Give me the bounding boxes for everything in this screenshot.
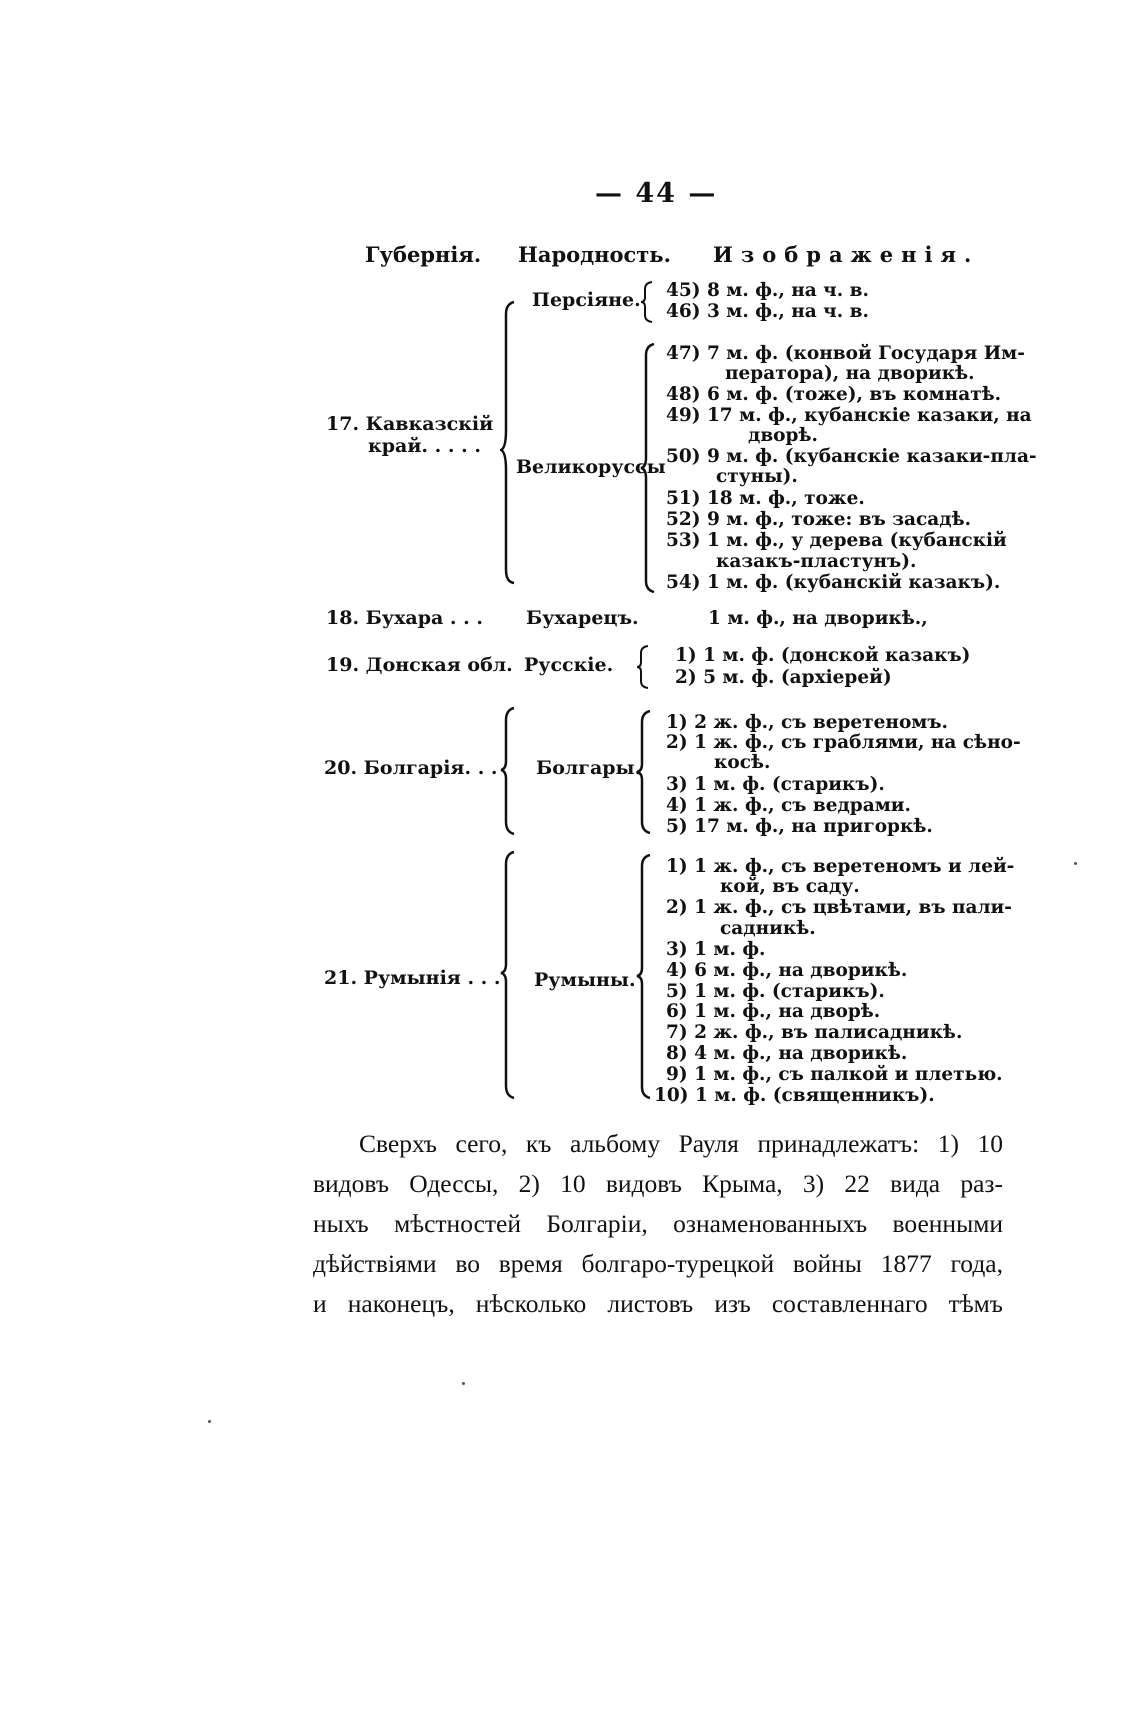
image-entry: 3) 1 м. ф. (старикъ). — [666, 774, 885, 795]
image-entry: 1 м. ф., на дворикѣ., — [708, 608, 928, 629]
group-brace — [636, 854, 652, 1100]
scan-speck — [462, 1382, 465, 1385]
image-entry: 10) 1 м. ф. (священникъ). — [654, 1085, 935, 1106]
image-entry: стуны). — [716, 466, 798, 487]
image-entry: 47) 7 м. ф. (конвой Государя Им- — [666, 343, 1025, 364]
image-entry: кой, въ саду. — [720, 876, 860, 897]
province-label: 20. Болгарія. . . — [324, 757, 498, 779]
province-label: край. . . . . — [368, 435, 481, 457]
image-entry: садникѣ. — [720, 918, 816, 939]
image-entry: 51) 18 м. ф., тоже. — [666, 488, 865, 509]
paragraph-line: и наконецъ, нѣсколько листовъ изъ составленнаго тѣмъ — [313, 1289, 1003, 1318]
group-brace — [500, 850, 520, 1100]
image-entry: 45) 8 м. ф., на ч. в. — [666, 280, 869, 301]
image-entry: 3) 1 м. ф. — [666, 939, 766, 960]
image-entry: 8) 4 м. ф., на дворикѣ. — [666, 1043, 908, 1064]
image-entry: 4) 6 м. ф., на дворикѣ. — [666, 960, 908, 981]
image-entry: 49) 17 м. ф., кубанскіе казаки, на — [666, 405, 1032, 426]
image-entry: 54) 1 м. ф. (кубанскій казакъ). — [666, 572, 1001, 593]
image-entry: 2) 1 ж. ф., съ цвѣтами, въ пали- — [666, 897, 1012, 918]
header-province: Губернія. — [365, 242, 482, 267]
image-entry: 5) 17 м. ф., на пригоркѣ. — [666, 816, 933, 837]
paragraph-line: ныхъ мѣстностей Болгаріи, ознаменованныхъ военными — [313, 1209, 1003, 1238]
image-entry: 1) 2 ж. ф., съ веретеномъ. — [666, 712, 948, 733]
image-entry: 4) 1 ж. ф., съ ведрами. — [666, 795, 911, 816]
province-label: 18. Бухара . . . — [326, 607, 483, 629]
image-entry: 7) 2 ж. ф., въ палисадникѣ. — [666, 1022, 963, 1043]
nationality-label: Великоруссы — [516, 456, 666, 478]
image-entry: 46) 3 м. ф., на ч. в. — [666, 301, 869, 322]
nationality-label: Румыны. — [534, 969, 636, 991]
image-entry: 2) 1 ж. ф., съ граблями, на сѣно- — [666, 732, 1021, 753]
image-entry: 6) 1 м. ф., на дворѣ. — [666, 1001, 881, 1022]
province-label: 17. Кавказскій — [326, 413, 494, 435]
image-entry: 5) 1 м. ф. (старикъ). — [666, 981, 885, 1002]
image-entry: ператора), на дворикѣ. — [725, 363, 975, 384]
scan-speck — [1074, 862, 1077, 865]
group-brace — [636, 710, 652, 834]
image-entry: 52) 9 м. ф., тоже: въ засадѣ. — [666, 509, 972, 530]
image-entry: 48) 6 м. ф. (тоже), въ комнатѣ. — [666, 384, 1002, 405]
paragraph-line: дѣйствіями во время болгаро-турецкой войны 1877 года, — [313, 1249, 1003, 1278]
province-label: 19. Донская обл. — [326, 654, 513, 676]
page-number: — 44 — — [595, 178, 718, 209]
image-entry: 1) 1 м. ф. (донской казакъ) — [675, 645, 971, 666]
image-entry: косѣ. — [714, 752, 771, 773]
body-paragraph — [313, 1124, 1003, 1324]
group-brace — [640, 281, 654, 323]
group-brace — [500, 706, 520, 836]
image-entry: 9) 1 м. ф., съ палкой и плетью. — [666, 1064, 1003, 1085]
province-label: 21. Румынія . . . — [324, 967, 501, 989]
group-brace — [500, 300, 520, 585]
nationality-label: Русскіе. — [524, 654, 614, 676]
image-entry: 53) 1 м. ф., у дерева (кубанскій — [666, 530, 1007, 551]
image-entry: дворѣ. — [748, 425, 818, 446]
image-entry: казакъ-пластунъ). — [716, 551, 917, 572]
image-entry: 2) 5 м. ф. (архіерей) — [675, 667, 892, 688]
group-brace — [636, 645, 650, 689]
group-brace — [640, 343, 656, 593]
header-images: Изображенія. — [713, 242, 980, 267]
image-entry: 50) 9 м. ф. (кубанскіе казаки-пла- — [666, 446, 1037, 467]
nationality-label: Болгары. — [536, 757, 642, 779]
image-entry: 1) 1 ж. ф., съ веретеномъ и лей- — [666, 856, 1015, 877]
paragraph-line: Сверхъ сего, къ альбому Рауля принадлежатъ: 1) 10 — [359, 1129, 1003, 1158]
scan-speck — [208, 1420, 211, 1423]
header-nationality: Народность. — [518, 242, 671, 267]
paragraph-line: видовъ Одессы, 2) 10 видовъ Крыма, 3) 22 вида раз- — [313, 1169, 1003, 1198]
nationality-label: Персіяне. — [532, 289, 641, 311]
nationality-label: Бухарецъ. — [526, 607, 639, 629]
